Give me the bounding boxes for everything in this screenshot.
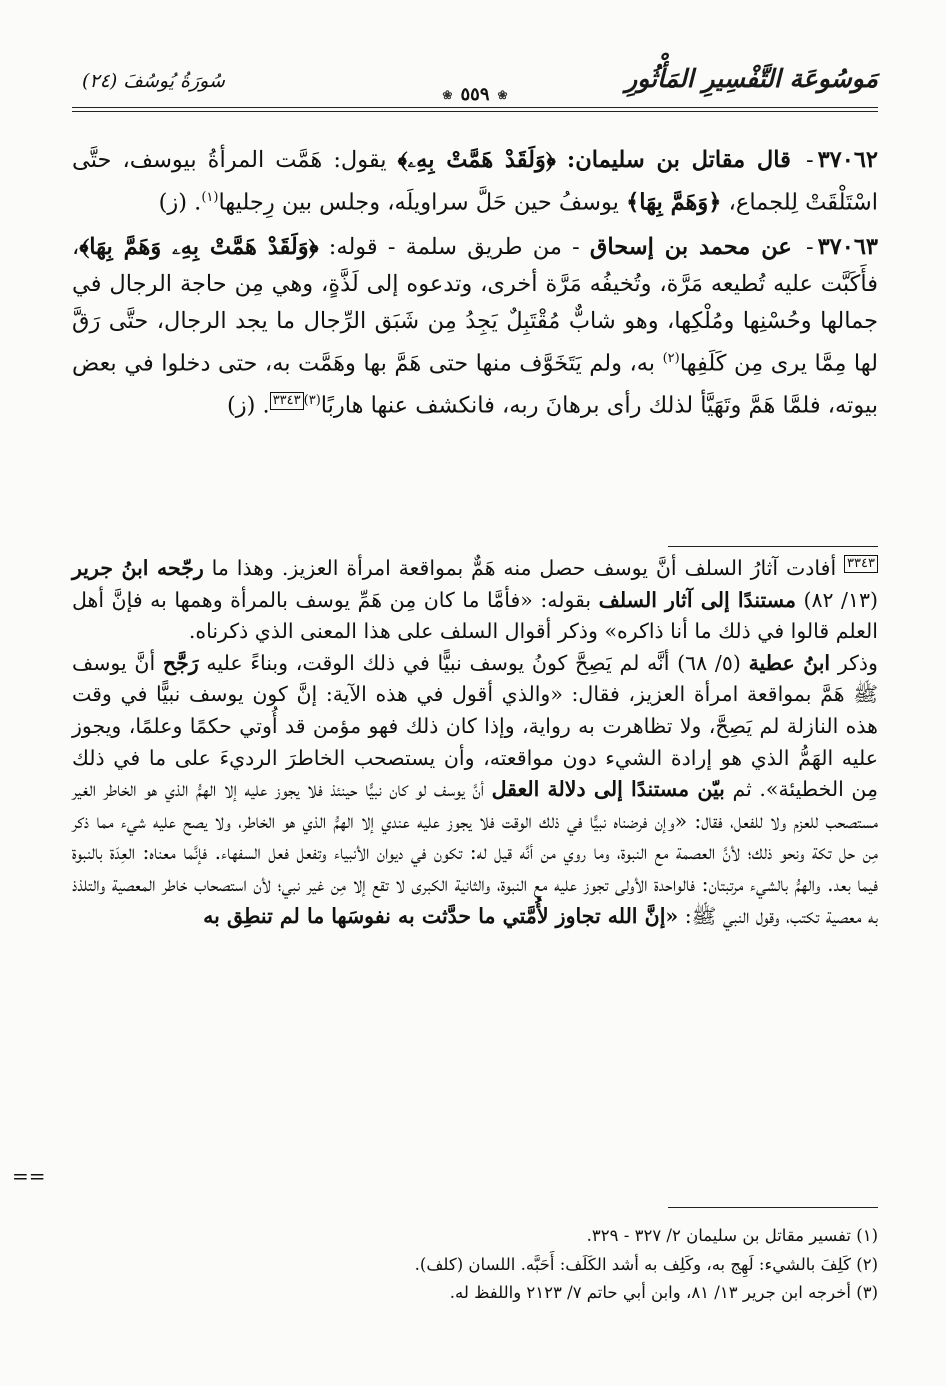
- entry-text: ، فأَكَبَّت عليه تُطيعه مَرَّة، وتُخيفُه مَرَّة أخرى، وتدعوه إلى لَذَّةٍ، وهي مِن حاجة الرجال في جمالها وحُسْنِها ومُلْكِها، وهو شابٌّ مُقْتَبِلٌ يَجِدُ مِن شَبَق الرِّجال ما يجد الرجال، حتَّى رَقَّ لها مِمَّا يرى مِن كَلَفِها: [72, 233, 879, 376]
- commentary-ref-box[interactable]: ٣٣٤٣: [270, 392, 304, 410]
- commentary-block: [72, 553, 878, 932]
- athar-entry: ٣٧٠٦٣- عن محمد بن إسحاق - من طريق سلمة - قوله: ﴿وَلَقَدْ هَمَّتْ بِهِۦ وَهَمَّ بِهَا﴾، فأَكَبَّت عليه تُطيعه مَرَّة، وتُخيفُه مَرَّة أخرى، وتدعوه إلى لَذَّةٍ، وهي مِن حاجة الرجال في جمالها وحُسْنِها ومُلْكِها، وهو شابٌّ مُقْتَبِلٌ يَجِدُ مِن شَبَق الرِّجال ما يجد الرجال، حتَّى رَقَّ لها مِمَّا يرى مِن كَلَفِها$^{(٢)}$ به، ولم يَتَخَوَّف منها حتى هَمَّ بها وهَمَّت به، حتى دخلوا في بعض بيوته، فلمَّا هَمَّ وتَهَيَّأ لذلك رأى برهانَ ربه، فانكشف عنها هاربًا$^{(٣)}$٣٣٤٣. (ز): [72, 233, 879, 419]
- commentary-divider: [668, 546, 878, 547]
- commentary-text: بقوله: «فأمَّا ما كان مِن هَمِّ يوسف بالمرأة وهمها به فإنَّ أهل العلم قالوا في ذلك ما أنا ذاكره» وذكر أقوال السلف على هذا المعنى الذي ذكرناه.: [72, 587, 878, 644]
- commentary-number-box: ٣٣٤٣: [844, 555, 878, 573]
- footnote: (٣) أخرجه ابن جرير ١٣/ ٨١، وابن أبي حاتم ٧/ ٢١٢٣ واللفظ له.: [449, 1283, 878, 1302]
- entry-text: يوسفُ حين حَلَّ سراويلَه، وجلس بين رِجليها: [218, 189, 619, 216]
- commentary-bold: رجّحه ابنُ جرير: [72, 556, 204, 580]
- footnotes: [72, 1222, 878, 1308]
- chain-route: - من طريق سلمة - قوله:: [328, 233, 580, 260]
- commentary-text: أفادت آثارُ السلف أنَّ يوسف حصل منه هَمٌّ بمواقعة امرأة العزيز. وهذا ما: [211, 556, 837, 580]
- ornament-icon: ❀: [497, 87, 508, 102]
- narrator-chain: عن محمد بن إسحاق: [589, 233, 792, 260]
- footnote-ref[interactable]: (٢): [662, 350, 680, 366]
- page-header: [72, 64, 878, 114]
- footnote: (١) تفسير مقاتل بن سليمان ٢/ ٣٢٧ - ٣٢٩.: [586, 1226, 878, 1245]
- header-rule-thin: [72, 111, 878, 112]
- commentary-bold: رَجَّح: [162, 650, 199, 675]
- book-title: مَوسُوعَة التَّفْسِيرِ المَأْثُورِ: [625, 64, 878, 93]
- surah-label: سُورَةُ يُوسُفَ (٢٤): [82, 70, 225, 92]
- entry-text: به، ولم يَتَخَوَّف منها حتى هَمَّ بها وهَمَّت به، حتى دخلوا في بعض بيوته، فلمَّا هَمَّ وتَهَيَّأ لذلك رأى برهانَ ربه، فانكشف عنها هاربًا: [72, 350, 878, 419]
- narrator-chain: قال مقاتل بن سليمان:: [566, 147, 791, 173]
- entry-end: . (ز): [158, 189, 202, 216]
- commentary-bold: بيّن مستندًا إلى دلالة العقل: [491, 777, 725, 802]
- quran-verse: ﴿وَهَمَّ بِهَا﴾: [626, 189, 722, 216]
- footnote-divider: [668, 1207, 878, 1208]
- commentary-bold: مستندًا إلى آثار السلف: [598, 587, 796, 612]
- commentary-text: وذكر: [837, 650, 878, 675]
- quran-verse: ﴿وَلَقَدْ هَمَّتْ بِهِۦ وَهَمَّ بِهَا﴾: [79, 233, 319, 260]
- commentary-paragraph: [72, 553, 878, 648]
- ornament-icon: ❀: [442, 87, 453, 102]
- footnote-ref[interactable]: (١): [201, 190, 219, 205]
- commentary-text: أنَّ يوسف ﷺ هَمَّ بمواقعة امرأة العزيز، فقال: «والذي أقول في هذه الآية: إنَّ كون يوسف نبيًّا في وقت هذه النازلة لم يَصِحَّ، ولا تظاهرت به رواية، وإذا كان ذلك فهو مؤمن قد أُوتي حكمًا وعلمًا، ويجوز عليه الهَمُّ الذي هو إرادة الشيء دون مواقعته، وأن يستصحب الخاطرَ الرديءَ على ما في ذلك مِن الخطيئة». ثم: [72, 650, 878, 802]
- commentary-text: (٥/ ٦٨) أنَّه لم يَصِحَّ كونُ يوسف نبيًّا في ذلك الوقت، وبناءً عليه: [206, 650, 741, 675]
- hadith-quote: «إنَّ الله تجاوز لأُمَّتي ما حدَّثت به نفوسَها ما لم تنطِق به: [203, 903, 679, 928]
- footnote-ref[interactable]: (٣): [303, 393, 321, 408]
- page-number: ٥٥٩: [460, 84, 490, 105]
- continuation-mark: ==: [12, 1164, 46, 1188]
- main-text: [72, 142, 878, 432]
- entry-end: . (ز): [226, 392, 270, 419]
- quran-verse: ﴿وَلَقَدْ هَمَّتْ بِهِۦ﴾: [397, 147, 556, 173]
- entry-number: ٣٧٠٦٢: [817, 147, 879, 173]
- entry-text: يقول: هَمَّت المرأةُ بيوسف، حتَّى اسْتَلْقَتْ لِلجماع،: [72, 147, 878, 216]
- athar-entry: ٣٧٠٦٢- قال مقاتل بن سليمان: ﴿وَلَقَدْ هَمَّتْ بِهِۦ﴾ يقول: هَمَّت المرأةُ بيوسف، حتَّى اسْتَلْقَتْ لِلجماع، ﴿وَهَمَّ بِهَا﴾ يوسفُ حين حَلَّ سراويلَه، وجلس بين رِجليها$^{(١)}$. (ز): [72, 147, 879, 216]
- entry-number: ٣٧٠٦٣: [817, 233, 878, 260]
- commentary-text: (١٣/ ٨٢): [803, 587, 878, 612]
- commentary-paragraph: [72, 648, 878, 932]
- commentary-text: أنَّ يوسف لو كان نبيًّا حينئذ فلا يجوز عليه إلا الهمُّ الذي هو الخاطر الغير مستصحب للعزم ولا للفعل، فقال: «وإن فرضناه نبيًّا في ذلك الوقت فلا يجوز عليه عندي إلا الهمُّ الذي هو الخاطر، ولا يصح عليه شيء مما ذكر مِن حل تكة ونحو ذلك؛ لأنَّ العصمة مع النبوة، وما روي من أنَّه قيل له: تكون في ديوان الأنبياء وتفعل فعل السفهاء. فإنَّما معناه: العِدَة بالنبوة فيما بعد. والهمُّ بالشيء مرتبتان: فالواحدة الأولى تجوز عليه مع النبوة، والثانية الكبرى لا تقع إلا مِن غير نبي؛ لأن استصحاب خاطر المعصية والتلذذ به معصية تكتب، وقول النبي ﷺ:: [72, 777, 878, 928]
- footnote: (٢) كَلِفَ بالشيء: لَهِج به، وكَلِف به أشد الكَلَف: أَحَبَّه. اللسان (كلف).: [414, 1254, 878, 1274]
- commentary-bold: ابنُ عطية: [748, 650, 831, 675]
- page-number-group: [442, 84, 507, 105]
- header-rule: [72, 107, 878, 108]
